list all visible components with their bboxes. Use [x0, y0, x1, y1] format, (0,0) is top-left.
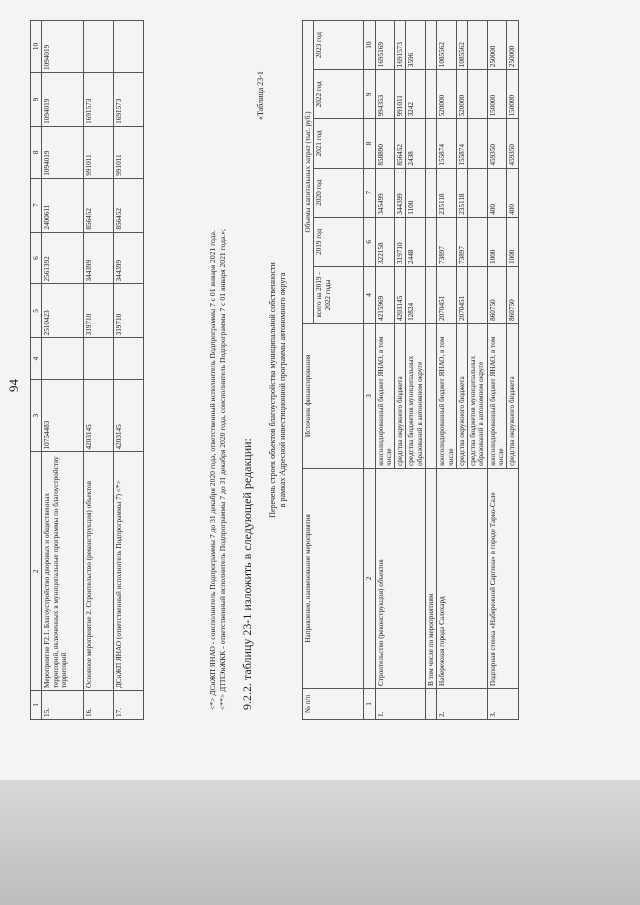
scan-background	[0, 780, 640, 905]
table-cell: 400	[487, 168, 507, 217]
table-cell: 1085562	[456, 21, 467, 70]
table-cell: 1094019	[42, 72, 84, 126]
col-header: 4	[31, 338, 42, 379]
table-cell	[425, 70, 436, 119]
table-cell: 2	[364, 468, 375, 688]
table-cell: 1000	[487, 217, 507, 266]
table-cell: 3	[364, 323, 375, 468]
table-cell: 1695169	[375, 21, 395, 70]
table-cell: 344399	[114, 232, 144, 284]
table-cell: 10	[364, 21, 375, 70]
table-cell	[425, 266, 436, 323]
table-cell: 2070451	[437, 266, 457, 323]
table-cell: средства окружного бюджета	[456, 323, 467, 468]
table-cell: 4203145	[395, 266, 406, 323]
table-cell: 319710	[395, 217, 406, 266]
col-header: 1	[31, 690, 42, 719]
table-row	[437, 21, 457, 720]
table-cell: Набережная города Салехард	[437, 468, 487, 688]
table-cell: 4215969	[375, 266, 395, 323]
table-cell: 2561392	[42, 232, 84, 284]
table-header-row	[31, 21, 42, 720]
table-cell: 344399	[84, 232, 114, 284]
table-cell: 1691573	[395, 21, 406, 70]
table-cell: Строительство (реконструкция) объектов	[375, 468, 425, 688]
col-header: 9	[31, 72, 42, 126]
table-row	[114, 21, 144, 720]
table-cell: 17.	[114, 690, 144, 719]
table-cell: 73897	[456, 217, 467, 266]
col-header: 2020 год	[314, 168, 364, 217]
col-header: Направление, наименование мероприятия	[303, 468, 364, 688]
table-title	[268, 170, 289, 610]
footnote: <*> ДСиЖП ЯНАО - соисполнитель Подпрограммы 7 до 31 декабря 2020 года, ответственный исполнитель Подпрограммы 7 с 01 января 2021 года.	[208, 230, 217, 710]
table-cell: 520000	[456, 70, 467, 119]
table-cell	[425, 21, 436, 70]
page-number: 94	[6, 379, 21, 392]
table-cell: средства окружного бюджета	[507, 323, 518, 468]
table-cell	[425, 323, 436, 468]
col-header: Объемы капитальных затрат (тыс. руб.)	[303, 21, 314, 324]
col-header: 7	[31, 178, 42, 232]
footnotes	[208, 20, 228, 710]
table-cell	[468, 266, 488, 323]
table-cell: 3.	[487, 688, 518, 719]
section-heading: 9.2.2. таблицу 23-1 изложить в следующей редакции:	[240, 438, 254, 710]
table-cell: Подпорная стенка «Набережной Саргина» в городе Тарко-Сале	[487, 468, 518, 688]
table-cell: консолидированный бюджет ЯНАО, в том числе	[437, 323, 457, 468]
table-cell: 1094019	[42, 126, 84, 178]
table-cell: 994353	[375, 70, 395, 119]
table-cell: 1691573	[114, 72, 144, 126]
table-cell: 155874	[456, 119, 467, 168]
table-cell: 991011	[114, 126, 144, 178]
table-cell: 3596	[406, 21, 426, 70]
table-cell	[114, 338, 144, 379]
table-cell: 9	[364, 70, 375, 119]
col-header: 2	[31, 452, 42, 691]
table-cell: В том числе по мероприятиям	[425, 468, 436, 688]
table-cell: 1691573	[84, 72, 114, 126]
table-cell: 319710	[114, 284, 144, 338]
table-cell: 400	[507, 168, 518, 217]
table-cell: 459350	[487, 119, 507, 168]
col-header: 2022 год	[314, 70, 364, 119]
table-cell: Основное мероприятие 2. Строительство (реконструкция) объектов	[84, 452, 114, 691]
table-cell	[84, 338, 114, 379]
table-cell: 2510423	[42, 284, 84, 338]
table-cell: 858890	[375, 119, 395, 168]
table-cell: 344399	[395, 168, 406, 217]
table-cell: 150000	[487, 70, 507, 119]
table-row	[425, 21, 436, 720]
table-cell: 1000	[507, 217, 518, 266]
table-cell: 2.	[437, 688, 487, 719]
table-number: «Таблица 23-1	[256, 71, 265, 120]
table-cell: 16.	[84, 690, 114, 719]
table-cell: 322158	[375, 217, 395, 266]
col-header: 2019 год	[314, 217, 364, 266]
table-cell: 250000	[507, 21, 518, 70]
table-cell: 73897	[437, 217, 457, 266]
table-cell: 4203145	[114, 379, 144, 452]
col-header: 6	[31, 232, 42, 284]
table-cell: 235118	[456, 168, 467, 217]
table-cell	[84, 21, 114, 73]
table-cell	[468, 70, 488, 119]
table-cell	[468, 21, 488, 70]
table-cell	[114, 21, 144, 73]
table-cell	[468, 217, 488, 266]
col-header: № п/п	[303, 688, 364, 719]
table-cell	[425, 119, 436, 168]
table-cell: Мероприятие F2.1. Благоустройство дворовых и общественных территорий, включенных в муниципальные программы по благоустройству территорий	[42, 452, 84, 691]
table-cell: 3242	[406, 70, 426, 119]
col-header: 2023 год	[314, 21, 364, 70]
table-cell: 2438	[406, 119, 426, 168]
table-cell: 4203145	[84, 379, 114, 452]
table-cell: средства окружного бюджета	[395, 323, 406, 468]
table-cell: 2400611	[42, 178, 84, 232]
table-cell	[42, 338, 84, 379]
table-cell: 2070451	[456, 266, 467, 323]
table-cell	[468, 119, 488, 168]
table-cell: 856452	[114, 178, 144, 232]
table-cell: 1085562	[437, 21, 457, 70]
col-header: Источник финансирования	[303, 323, 364, 468]
table-row	[364, 21, 375, 720]
table-cell: консолидированный бюджет ЯНАО, в том числе	[375, 323, 395, 468]
table-cell: ДСиЖП ЯНАО (ответственный исполнитель Подпрограммы 7) <*>	[114, 452, 144, 691]
table-cell: 155874	[437, 119, 457, 168]
table-cell: 10754483	[42, 379, 84, 452]
table-cell: 1.	[375, 688, 425, 719]
col-header: 10	[31, 21, 42, 73]
table-cell: 991011	[395, 70, 406, 119]
main-table	[302, 20, 519, 720]
table-cell: 15.	[42, 690, 84, 719]
table-cell	[468, 168, 488, 217]
table-cell: 2448	[406, 217, 426, 266]
table-cell: 856452	[395, 119, 406, 168]
table-cell: 520000	[437, 70, 457, 119]
table-cell: 345499	[375, 168, 395, 217]
table-cell: 1100	[406, 168, 426, 217]
col-header: 2021 год	[314, 119, 364, 168]
table-cell: 860750	[487, 266, 507, 323]
top-table	[30, 20, 144, 720]
table-cell: 860750	[507, 266, 518, 323]
col-header: 3	[31, 379, 42, 452]
table-cell: 319710	[84, 284, 114, 338]
table-cell: 856452	[84, 178, 114, 232]
table-cell: 12824	[406, 266, 426, 323]
table-cell: 250000	[487, 21, 507, 70]
col-header: 5	[31, 284, 42, 338]
table-cell: 1094019	[42, 21, 84, 73]
table-cell: 991011	[84, 126, 114, 178]
table-cell: 8	[364, 119, 375, 168]
table-cell	[425, 168, 436, 217]
footnote: <**> ДТПЭиЖКК - ответственный исполнитель Подпрограммы 7 до 31 декабря 2020 года, соисполнитель Подпрограммы 7 с 01 января 2021 года.»;	[217, 228, 227, 710]
col-header: 8	[31, 126, 42, 178]
table-row	[487, 21, 507, 720]
table-title-line: в рамках Адресной инвестиционной программы автономного округа	[278, 272, 288, 508]
table-cell: 150000	[507, 70, 518, 119]
col-header: всего на 2019 - 2022 годы	[314, 266, 364, 323]
table-cell: 4	[364, 266, 375, 323]
table-cell: средства бюджетов муниципальных образований в автономном округе	[468, 323, 488, 468]
table-cell: консолидированный бюджет ЯНАО, в том числе	[487, 323, 507, 468]
table-cell	[425, 217, 436, 266]
table-cell: 1	[364, 688, 375, 719]
table-row	[84, 21, 114, 720]
table-row	[375, 21, 395, 720]
table-cell	[425, 688, 436, 719]
table-cell: 7	[364, 168, 375, 217]
table-cell: средства бюджетов муниципальных образований в автономном округе	[406, 323, 426, 468]
table-cell: 459350	[507, 119, 518, 168]
table-cell: 235118	[437, 168, 457, 217]
table-title-line: Перечень строек объектов благоустройства муниципальной собственности	[268, 262, 277, 518]
table-cell: 6	[364, 217, 375, 266]
table-row	[42, 21, 84, 720]
table-header-row	[303, 21, 314, 720]
